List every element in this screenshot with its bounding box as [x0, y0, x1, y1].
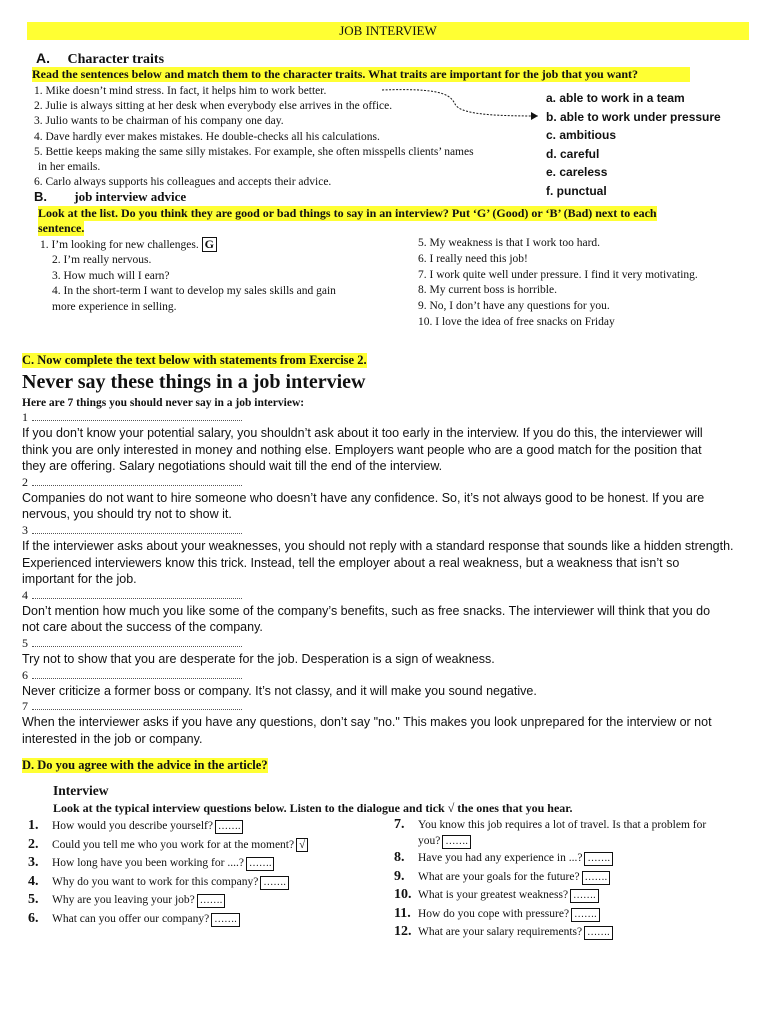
interview-heading: Interview — [53, 783, 109, 798]
question-item: 1. How would you describe yourself? ……. — [28, 817, 308, 836]
tick-box[interactable]: ……. — [260, 876, 289, 890]
article-paragraph: Companies do not want to hire someone who doesn’t have any confidence. So, it’s not always good to be honest. If you are nervous, you should try not to show it. — [22, 490, 705, 522]
question-item-cont: you? ……. — [394, 833, 706, 849]
blank-line: 6 — [22, 668, 762, 683]
section-b-letter: B. — [34, 189, 47, 204]
trait-item: a. able to work in a team — [546, 91, 685, 105]
tick-box[interactable]: ……. — [571, 908, 600, 922]
sentence: 2. Julie is always sitting at her desk when everybody else arrives in the office. — [34, 100, 393, 113]
fill-blank[interactable] — [32, 477, 242, 486]
sentence: 4. Dave hardly ever makes mistakes. He double-checks all his calculations. — [34, 130, 380, 143]
blank-line: 2 — [22, 475, 762, 490]
advice-item: 9. No, I don’t have any questions for you. — [418, 300, 610, 313]
question-item: 4. Why do you want to work for this company? ……. — [28, 873, 308, 892]
advice-item: 3. How much will I earn? — [52, 269, 170, 282]
section-a-heading — [36, 49, 164, 69]
tick-box[interactable]: ……. — [215, 820, 244, 834]
sentence: 5. Bettie keeps making the same silly mistakes. For example, she often misspells clients’ names — [34, 145, 474, 158]
trait-item: c. ambitious — [546, 128, 617, 142]
blank-line: 5 — [22, 636, 762, 651]
instruction-line: Look at the list. Do you think they are good or bad things to say in an interview? Put ‘G’ (Good) or ‘B’ (Bad) next to each — [38, 206, 657, 220]
section-a-letter: A. — [36, 50, 50, 66]
answer-box[interactable]: G — [202, 237, 217, 252]
tick-box[interactable]: ……. — [584, 926, 613, 940]
question-item: 11. How do you cope with pressure? ……. — [394, 905, 706, 924]
advice-text: 1. I’m looking for new challenges. — [40, 239, 199, 251]
section-c-instruction: C. Now complete the text below with statements from Exercise 2. — [22, 353, 367, 367]
trait-item: e. careless — [546, 165, 608, 179]
advice-item: 8. My current boss is horrible. — [418, 284, 557, 297]
section-b-left — [40, 237, 336, 315]
questions-right — [394, 817, 706, 942]
article-intro: Here are 7 things you should never say in a job interview: — [22, 397, 305, 409]
blank-line: 1 — [22, 410, 762, 425]
question-item: 9. What are your goals for the future? ……. — [394, 868, 706, 887]
article-paragraph: When the interviewer asks if you have any questions, don’t say "no." This makes you look unprepared for the interview or not interested in the job or company. — [22, 715, 712, 746]
tick-box[interactable]: ……. — [197, 894, 226, 908]
question-item: 6. What can you offer our company? ……. — [28, 910, 308, 929]
fill-blank[interactable] — [32, 412, 242, 421]
trait-item: b. able to work under pressure — [546, 109, 721, 124]
section-a-title: Character traits — [67, 52, 165, 67]
fill-blank[interactable] — [32, 670, 242, 679]
sentence: in her emails. — [38, 161, 101, 174]
article-body — [22, 410, 762, 747]
article-paragraph: If the interviewer asks about your weaknesses, you should not reply with a standard response that sounds like a hidden strength. Experienced interviewers know this trick. Instead, tell the employer about a real weakness, but a weakness that isn’t so important for the job. — [22, 538, 734, 587]
advice-item: 2. I’m really nervous. — [52, 254, 152, 266]
tick-box[interactable]: ……. — [584, 852, 613, 866]
match-arrow — [380, 86, 545, 122]
blank-line: 3 — [22, 523, 762, 538]
sentence: 6. Carlo always supports his colleagues and accepts their advice. — [34, 176, 332, 189]
fill-blank[interactable] — [32, 590, 242, 599]
question-item: 10. What is your greatest weakness? ……. — [394, 886, 706, 905]
question-item: 2. Could you tell me who you work for at the moment? √ — [28, 836, 308, 855]
fill-blank[interactable] — [32, 525, 242, 534]
blank-line: 7 — [22, 699, 762, 714]
section-b-heading — [34, 189, 186, 205]
sentence: 1. Mike doesn’t mind stress. In fact, it helps him to work better. — [34, 85, 327, 97]
interview-instruction: Look at the typical interview questions below. Listen to the dialogue and tick √ the ones that you hear. — [53, 801, 573, 815]
tick-box[interactable]: ……. — [570, 889, 599, 903]
page-title: JOB INTERVIEW — [27, 22, 749, 40]
tick-box[interactable]: ……. — [582, 871, 611, 885]
question-item: 8. Have you had any experience in ...? ……. — [394, 849, 706, 868]
trait-item: f. punctual — [546, 183, 607, 198]
article-paragraph: If you don’t know your potential salary, you shouldn’t ask about it too early in the interview. If you do this, the interviewer will think you are only interested in money and nothing else. Employers want people who are a good match for the position that they are offering. Salary negotiations should wait till the end of the interview. — [22, 426, 703, 474]
traits-list — [546, 89, 721, 200]
advice-item: 4. In the short-term I want to develop my sales skills and gain — [52, 285, 336, 297]
trait-item: d. careful — [546, 146, 600, 161]
article-paragraph: Try not to show that you are desperate for the job. Desperation is a sign of weakness. — [22, 651, 495, 666]
question-item: 12. What are your salary requirements? ……. — [394, 923, 706, 942]
instruction-line: sentence. — [38, 221, 85, 235]
section-b-title: job interview advice — [74, 189, 187, 204]
advice-item — [40, 237, 336, 253]
article-paragraph: Don’t mention how much you like some of the company’s benefits, such as free snacks. The interviewer will think that you do not care about the success of the company. — [22, 603, 711, 635]
section-b-right — [418, 236, 698, 331]
tick-box[interactable]: √ — [296, 838, 308, 852]
questions-left — [28, 817, 308, 928]
fill-blank[interactable] — [32, 638, 242, 647]
advice-item: more experience in selling. — [52, 300, 177, 313]
question-item: 7. You know this job requires a lot of travel. Is that a problem for — [394, 817, 707, 832]
section-a-instruction: Read the sentences below and match them to the character traits. What traits are important for the job that you want? — [32, 67, 690, 82]
article-title: Never say these things in a job interview — [22, 371, 366, 393]
advice-item: 6. I really need this job! — [418, 252, 528, 265]
blank-line: 4 — [22, 588, 762, 603]
fill-blank[interactable] — [32, 701, 242, 710]
question-item: 5. Why are you leaving your job? ……. — [28, 891, 308, 910]
tick-box[interactable]: ……. — [442, 835, 471, 849]
advice-item: 5. My weakness is that I work too hard. — [418, 237, 601, 249]
article-paragraph: Never criticize a former boss or company. It’s not classy, and it will make you sound negative. — [22, 683, 537, 698]
question-item: 3. How long have you been working for ....? ……. — [28, 854, 308, 873]
tick-box[interactable]: ……. — [211, 913, 240, 927]
section-d-instruction: D. Do you agree with the advice in the article? — [22, 758, 268, 772]
tick-box[interactable]: ……. — [246, 857, 275, 871]
advice-item: 7. I work quite well under pressure. I find it very motivating. — [418, 268, 698, 281]
section-b-instruction — [38, 206, 657, 236]
sentence: 3. Julio wants to be chairman of his company one day. — [34, 115, 284, 128]
advice-item: 10. I love the idea of free snacks on Friday — [418, 315, 615, 328]
